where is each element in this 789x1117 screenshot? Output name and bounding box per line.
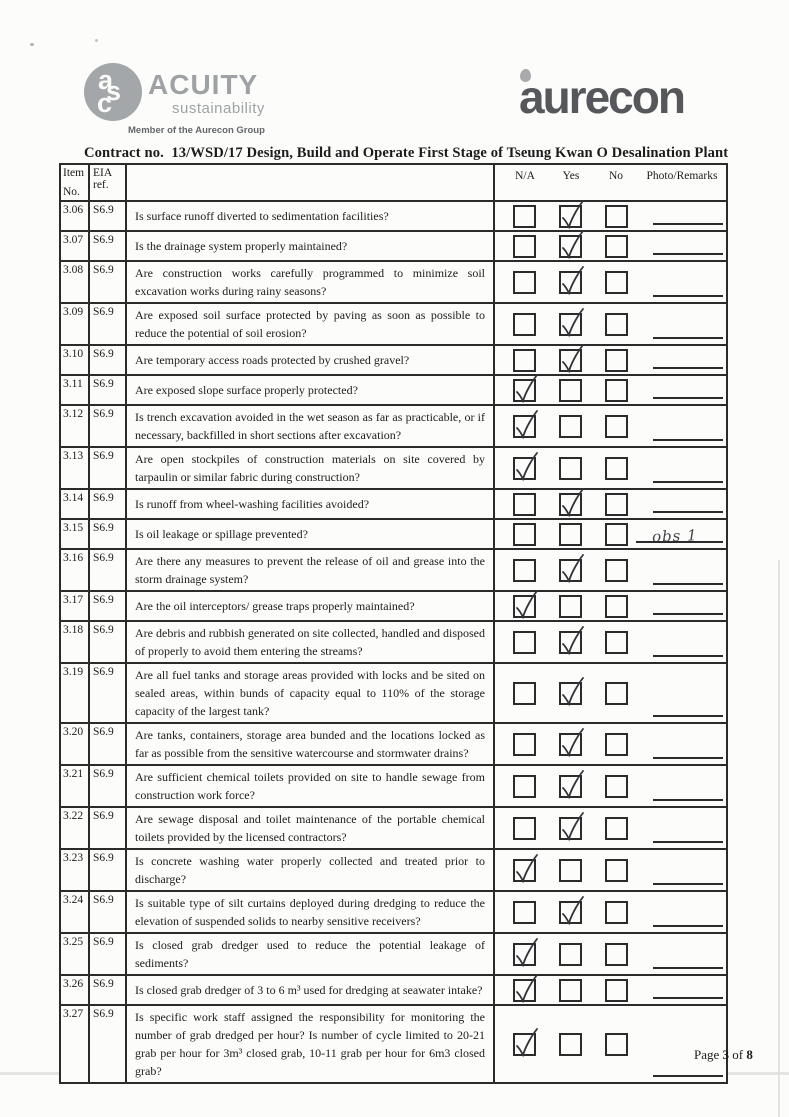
table-row [61,520,726,550]
checkbox-na[interactable] [513,817,536,840]
checkmark-icon [559,228,585,262]
eia-ref-cell: S6.9 [90,262,127,302]
checkbox-no[interactable] [605,859,628,882]
photo-remarks-line[interactable] [653,397,723,399]
checkbox-no[interactable] [605,733,628,756]
item-no-cell: 3.27 [61,1006,90,1082]
question-cell: Is surface runoff diverted to sedimentation facilities? [127,202,495,230]
checkbox-na[interactable] [513,523,536,546]
table-body [61,202,726,1082]
photo-remarks-line[interactable] [653,757,723,759]
question-cell: Are exposed soil surface protected by paving as soon as possible to reduce the potential of soil erosion? [127,304,495,344]
checkmark-icon [559,726,585,760]
checkmark-icon [513,852,539,886]
acuity-member-text: Member of the Aurecon Group [128,125,265,136]
question-cell: Is runoff from wheel-washing facilities avoided? [127,490,495,518]
eia-ref-cell: S6.9 [90,622,127,662]
question-cell: Are temporary access roads protected by crushed gravel? [127,346,495,374]
checkbox-na[interactable] [513,349,536,372]
eia-ref-cell: S6.9 [90,664,127,722]
table-row [61,664,726,724]
photo-remarks-line[interactable] [653,967,723,969]
checkbox-no[interactable] [605,631,628,654]
eia-ref-cell: S6.9 [90,1006,127,1082]
checkmark-icon [559,675,585,709]
checkmark-icon [513,450,539,484]
question-cell: Is closed grab dredger used to reduce the potential leakage of sediments? [127,934,495,974]
answer-cell [495,448,726,488]
checkbox-yes[interactable] [559,271,582,294]
aurecon-logo [519,71,684,124]
scan-artifact-dot [30,43,34,46]
item-no-cell: 3.24 [61,892,90,932]
checkbox-no[interactable] [605,493,628,516]
eia-ref-cell: S6.9 [90,448,127,488]
eia-ref-cell: S6.9 [90,232,127,260]
eia-ref-cell: S6.9 [90,304,127,344]
eia-ref-cell: S6.9 [90,202,127,230]
eia-ref-cell: S6.9 [90,766,127,806]
checkbox-yes[interactable] [559,775,582,798]
scan-edge-line [778,560,780,1117]
question-cell: Is closed grab dredger of 3 to 6 m³ used for dredging at seawater intake? [127,976,495,1004]
item-no-cell: 3.10 [61,346,90,374]
checkmark-icon [559,264,585,298]
eia-ref-cell: S6.9 [90,592,127,620]
photo-remarks-line[interactable] [653,223,723,225]
answer-cell [495,202,726,230]
answer-cell [495,724,726,764]
item-no-cell: 3.09 [61,304,90,344]
checkmark-icon [559,552,585,586]
item-no-cell: 3.26 [61,976,90,1004]
photo-remarks-line[interactable] [653,583,723,585]
checkbox-yes[interactable] [559,733,582,756]
photo-remarks-line[interactable] [653,337,723,339]
question-cell: Are there any measures to prevent the release of oil and grease into the storm drainage system? [127,550,495,590]
answer-cell [495,1006,726,1082]
item-no-cell: 3.21 [61,766,90,806]
item-no-cell: 3.14 [61,490,90,518]
checkbox-yes[interactable] [559,235,582,258]
eia-ref-cell: S6.9 [90,376,127,404]
answer-cell [495,592,726,620]
photo-remarks-line[interactable] [653,367,723,369]
table-row [61,346,726,376]
eia-ref-cell: S6.9 [90,490,127,518]
item-no-cell: 3.19 [61,664,90,722]
table-row [61,622,726,664]
checkbox-yes[interactable] [559,682,582,705]
checkbox-na[interactable] [513,901,536,924]
question-cell: Is concrete washing water properly collected and treated prior to discharge? [127,850,495,890]
question-cell: Is suitable type of silt curtains deployed during dredging to reduce the elevation of suspended solids to nearby sensitive receivers? [127,892,495,932]
checkbox-na[interactable] [513,457,536,480]
table-row [61,490,726,520]
checkmark-icon [559,768,585,802]
checkmark-icon [513,972,539,1006]
checkbox-no[interactable] [605,775,628,798]
checkbox-yes[interactable] [559,595,582,618]
checkbox-no[interactable] [605,457,628,480]
checkbox-yes[interactable] [559,349,582,372]
answer-cell [495,766,726,806]
answer-cell [495,934,726,974]
item-no-cell: 3.18 [61,622,90,662]
checkbox-yes[interactable] [559,205,582,228]
eia-ref-cell: S6.9 [90,850,127,890]
question-cell: Is specific work staff assigned the responsibility for monitoring the number of grab dredged per hour? Is number of cycle limited to 20-21 grab per hour for 3m³ closed grab, 10-11 grab per hour for 6m3 closed grab? [127,1006,495,1082]
checkbox-no[interactable] [605,559,628,582]
item-no-cell: 3.16 [61,550,90,590]
photo-remarks-line[interactable] [636,541,723,543]
photo-remarks-line[interactable] [653,925,723,927]
na-column-header: N/A [515,170,535,182]
table-row [61,892,726,934]
table-row [61,406,726,448]
answer-cell [495,622,726,662]
checkbox-no[interactable] [605,415,628,438]
table-row [61,808,726,850]
checkbox-yes[interactable] [559,631,582,654]
eia-ref-cell: S6.9 [90,346,127,374]
answer-cell [495,976,726,1004]
checkmark-icon [513,372,539,406]
answer-cell [495,892,726,932]
aurecon-wordmark: aurecon [519,71,684,123]
answer-cell [495,406,726,446]
checkbox-yes[interactable] [559,901,582,924]
question-cell: Are construction works carefully programmed to minimize soil excavation works during rainy seasons? [127,262,495,302]
scan-artifact-dot [95,39,98,42]
checklist-table [59,163,728,1084]
table-row [61,724,726,766]
photo-remarks-line[interactable] [653,841,723,843]
checkbox-yes[interactable] [559,415,582,438]
photo-remarks-line[interactable] [653,799,723,801]
item-no-cell: 3.23 [61,850,90,890]
yes-column-header: Yes [562,170,580,182]
item-no-cell: 3.12 [61,406,90,446]
photo-remarks-line[interactable] [653,253,723,255]
answer-cell [495,520,726,548]
eia-ref-cell: S6.9 [90,406,127,446]
answer-cell [495,262,726,302]
checkbox-no[interactable] [605,349,628,372]
question-cell: Is the drainage system properly maintained? [127,232,495,260]
table-row [61,376,726,406]
checkbox-na[interactable] [513,379,536,402]
answer-cell [495,376,726,404]
checkmark-icon [559,306,585,340]
eia-ref-cell: S6.9 [90,892,127,932]
answer-headers [495,165,726,200]
photo-remarks-line[interactable] [653,295,723,297]
table-row [61,448,726,490]
table-header-row [61,165,726,202]
table-row [61,850,726,892]
table-row [61,304,726,346]
table-row [61,766,726,808]
table-row [61,934,726,976]
checkbox-no[interactable] [605,379,628,402]
item-no-header: Item No. [61,165,90,200]
checkbox-na[interactable] [513,775,536,798]
answer-cell [495,232,726,260]
question-cell: Are exposed slope surface properly protected? [127,376,495,404]
checkbox-na[interactable] [513,631,536,654]
question-cell: Are tanks, containers, storage area bunded and the locations locked as far as possible from the sensitive watercourse and stormwater drains? [127,724,495,764]
checkbox-yes[interactable] [559,493,582,516]
item-no-cell: 3.13 [61,448,90,488]
checkmark-icon [513,936,539,970]
checkbox-yes[interactable] [559,1033,582,1056]
item-no-cell: 3.22 [61,808,90,848]
photo-remarks-column-header: Photo/Remarks [646,170,718,182]
checkmark-icon [559,894,585,928]
acuity-tagline: sustainability [172,100,265,117]
checkbox-no[interactable] [605,979,628,1002]
checkbox-na[interactable] [513,682,536,705]
answer-cell [495,304,726,344]
checkbox-na[interactable] [513,559,536,582]
answer-cell [495,550,726,590]
checkbox-na[interactable] [513,235,536,258]
page-number-footer: Page 3 of 8 [694,1047,753,1062]
table-row [61,592,726,622]
table-row [61,1006,726,1082]
question-cell: Are all fuel tanks and storage areas provided with locks and be sited on sealed areas, within bunds of capacity equal to 110% of the storage capacity of the largest tank? [127,664,495,722]
item-no-cell: 3.17 [61,592,90,620]
question-cell: Are the oil interceptors/ grease traps properly maintained? [127,592,495,620]
question-cell: Are sufficient chemical toilets provided on site to handle sewage from construction work force? [127,766,495,806]
photo-remarks-line[interactable] [653,481,723,483]
checkbox-no[interactable] [605,901,628,924]
checkbox-na[interactable] [513,313,536,336]
checkbox-na[interactable] [513,733,536,756]
checkbox-na[interactable] [513,1033,536,1056]
photo-remarks-line[interactable] [653,883,723,885]
item-no-cell: 3.25 [61,934,90,974]
answer-cell [495,664,726,722]
checkbox-no[interactable] [605,523,628,546]
checkbox-no[interactable] [605,682,628,705]
handwritten-remark: obs 1 [652,526,699,546]
checkbox-na[interactable] [513,943,536,966]
checkbox-na[interactable] [513,595,536,618]
table-row [61,202,726,232]
photo-remarks-line[interactable] [653,655,723,657]
eia-ref-cell: S6.9 [90,550,127,590]
checkbox-no[interactable] [605,817,628,840]
checkmark-icon [559,624,585,658]
eia-ref-cell: S6.9 [90,934,127,974]
answer-cell [495,850,726,890]
answer-cell [495,346,726,374]
photo-remarks-line[interactable] [653,1075,723,1077]
checkmark-icon [513,1026,539,1060]
checkbox-no[interactable] [605,235,628,258]
checkbox-yes[interactable] [559,313,582,336]
checkbox-no[interactable] [605,1033,628,1056]
photo-remarks-line[interactable] [653,511,723,513]
checkbox-no[interactable] [605,595,628,618]
question-cell: Are sewage disposal and toilet maintenance of the portable chemical toilets provided by the licensed contractors? [127,808,495,848]
table-row [61,550,726,592]
question-cell: Are open stockpiles of construction materials on site covered by tarpaulin or similar fabric during construction? [127,448,495,488]
photo-remarks-line[interactable] [653,439,723,441]
table-row [61,262,726,304]
question-header [127,165,495,200]
checkbox-na[interactable] [513,979,536,1002]
acuity-monogram-icon: a s c [84,63,142,121]
checkbox-no[interactable] [605,271,628,294]
checkmark-icon [559,810,585,844]
question-cell: Are debris and rubbish generated on site collected, handled and disposed of properly to avoid them entering the streams? [127,622,495,662]
item-no-cell: 3.15 [61,520,90,548]
eia-ref-cell: S6.9 [90,808,127,848]
question-cell: Is oil leakage or spillage prevented? [127,520,495,548]
checkmark-icon [513,588,539,622]
item-no-cell: 3.07 [61,232,90,260]
photo-remarks-line[interactable] [653,715,723,717]
page-title: Contract no. 13/WSD/17 Design, Build and Operate First Stage of Tseung Kwan O Desalination Plant [84,145,729,161]
item-no-cell: 3.11 [61,376,90,404]
photo-remarks-line[interactable] [653,997,723,999]
item-no-cell: 3.08 [61,262,90,302]
checkbox-yes[interactable] [559,979,582,1002]
eia-ref-cell: S6.9 [90,520,127,548]
eia-ref-header: EIA ref. [90,165,127,200]
checkbox-no[interactable] [605,205,628,228]
checkmark-icon [513,408,539,442]
checkbox-no[interactable] [605,943,628,966]
checkbox-yes[interactable] [559,943,582,966]
table-row [61,976,726,1006]
checkbox-yes[interactable] [559,379,582,402]
checkbox-na[interactable] [513,205,536,228]
table-row [61,232,726,262]
checkbox-no[interactable] [605,313,628,336]
checkmark-icon [559,198,585,232]
checkbox-na[interactable] [513,859,536,882]
checkmark-icon [559,342,585,376]
checkbox-yes[interactable] [559,457,582,480]
checkmark-icon [559,486,585,520]
eia-ref-cell: S6.9 [90,724,127,764]
checkbox-na[interactable] [513,493,536,516]
item-no-cell: 3.20 [61,724,90,764]
answer-cell [495,808,726,848]
checkbox-yes[interactable] [559,559,582,582]
photo-remarks-line[interactable] [653,613,723,615]
no-column-header: No [608,170,624,182]
checkbox-yes[interactable] [559,817,582,840]
checkbox-na[interactable] [513,415,536,438]
checkbox-yes[interactable] [559,523,582,546]
checkbox-yes[interactable] [559,859,582,882]
item-no-cell: 3.06 [61,202,90,230]
answer-cell [495,490,726,518]
question-cell: Is trench excavation avoided in the wet season as far as practicable, or if necessary, backfilled in short sections after excavation? [127,406,495,446]
acuity-wordmark: ACUITY [148,69,259,100]
eia-ref-cell: S6.9 [90,976,127,1004]
checkbox-na[interactable] [513,271,536,294]
